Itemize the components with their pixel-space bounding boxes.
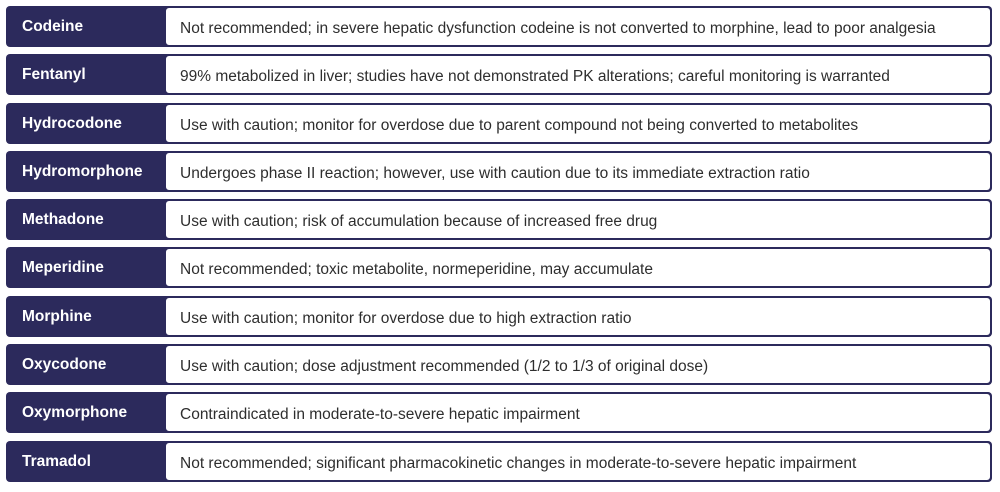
drug-recommendation: Use with caution; monitor for overdose due to parent compound not being converted to metabolites bbox=[164, 103, 992, 144]
drug-recommendation: Use with caution; risk of accumulation because of increased free drug bbox=[164, 199, 992, 240]
table-row bbox=[6, 344, 992, 385]
table-row bbox=[6, 103, 992, 144]
table-row bbox=[6, 296, 992, 337]
table-row bbox=[6, 247, 992, 288]
drug-name: Codeine bbox=[22, 18, 84, 35]
table-row bbox=[6, 54, 992, 95]
drug-recommendation: Not recommended; in severe hepatic dysfunction codeine is not converted to morphine, lead to poor analgesia bbox=[164, 6, 992, 47]
drug-recommendation: Contraindicated in moderate-to-severe hepatic impairment bbox=[164, 392, 992, 433]
drug-recommendation: Not recommended; toxic metabolite, normeperidine, may accumulate bbox=[164, 247, 992, 288]
drug-name: Methadone bbox=[22, 211, 104, 229]
drug-recommendation: Not recommended; significant pharmacokinetic changes in moderate-to-severe hepatic impairment bbox=[164, 441, 992, 482]
opioid-hepatic-table bbox=[6, 6, 992, 489]
drug-name: Hydromorphone bbox=[22, 162, 143, 180]
table-row bbox=[6, 441, 992, 482]
drug-name: Hydrocodone bbox=[22, 114, 122, 132]
drug-name: Oxycodone bbox=[22, 356, 107, 374]
drug-recommendation: Use with caution; monitor for overdose due to high extraction ratio bbox=[164, 296, 992, 337]
drug-recommendation: Use with caution; dose adjustment recommended (1/2 to 1/3 of original dose) bbox=[164, 344, 992, 385]
table-row bbox=[6, 151, 992, 192]
drug-name: Meperidine bbox=[22, 259, 104, 277]
drug-name: Tramadol bbox=[22, 452, 91, 470]
table-row bbox=[6, 199, 992, 240]
drug-name: Oxymorphone bbox=[22, 404, 128, 422]
table-row bbox=[6, 6, 992, 47]
drug-name: Morphine bbox=[22, 307, 92, 325]
drug-recommendation: 99% metabolized in liver; studies have not demonstrated PK alterations; careful monitoring is warranted bbox=[164, 54, 992, 95]
table-row bbox=[6, 392, 992, 433]
drug-name: Fentanyl bbox=[22, 66, 86, 84]
drug-recommendation: Undergoes phase II reaction; however, use with caution due to its immediate extraction ratio bbox=[164, 151, 992, 192]
